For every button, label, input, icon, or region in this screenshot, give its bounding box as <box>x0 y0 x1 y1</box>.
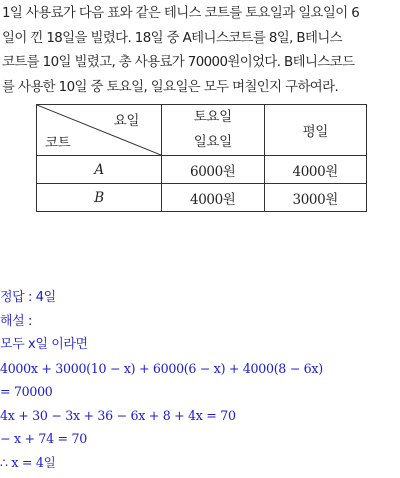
equation-step: − x + 74 = 70 <box>0 431 87 446</box>
problem-line: 코트를 10일 빌렸고, 총 사용료가 70000원이었다. B테니스코드 <box>2 55 355 70</box>
explanation-intro: 모두 x일 이라면 <box>0 337 88 352</box>
table-row <box>37 184 367 212</box>
court-name: A <box>37 156 162 184</box>
weekend-price: 4000원 <box>162 184 265 212</box>
header-weekday: 평일 <box>264 105 367 156</box>
explanation-label: 해설 : <box>0 313 33 329</box>
header-weekend <box>162 105 265 156</box>
court-name: B <box>37 184 162 212</box>
table-corner-cell <box>37 105 162 156</box>
header-weekend-line1: 토요일 <box>193 109 232 125</box>
problem-line: 1일 사용료가 다음 표와 같은 테니스 코트를 토요일과 일요일이 6 <box>2 6 360 21</box>
equation-step: ∴ x = 4일 <box>0 454 56 470</box>
weekend-price: 6000원 <box>162 156 265 184</box>
table-row <box>37 156 367 184</box>
problem-line: 를 사용한 10일 중 토요일, 일요일은 모두 며칠인지 구하여라. <box>2 79 339 95</box>
equation-step: 4000x + 3000(10 − x) + 6000(6 − x) + 4000(8 − 6x) <box>0 360 323 376</box>
answer-section <box>0 286 400 474</box>
corner-label-court: 코트 <box>45 135 71 151</box>
corner-label-day: 요일 <box>113 113 139 129</box>
header-weekend-line2: 일요일 <box>193 134 232 150</box>
equation-step: = 70000 <box>0 384 53 399</box>
problem-text <box>2 2 400 100</box>
weekday-price: 3000원 <box>264 184 367 212</box>
price-table <box>36 104 367 212</box>
answer-result: 정답 : 4일 <box>0 290 56 305</box>
problem-line: 일이 낀 18일을 빌렸다. 18일 중 A테니스코트를 8일, B테니스 <box>2 30 343 46</box>
equation-step: 4x + 30 − 3x + 36 − 6x + 8 + 4x = 70 <box>0 407 236 423</box>
weekday-price: 4000원 <box>264 156 367 184</box>
